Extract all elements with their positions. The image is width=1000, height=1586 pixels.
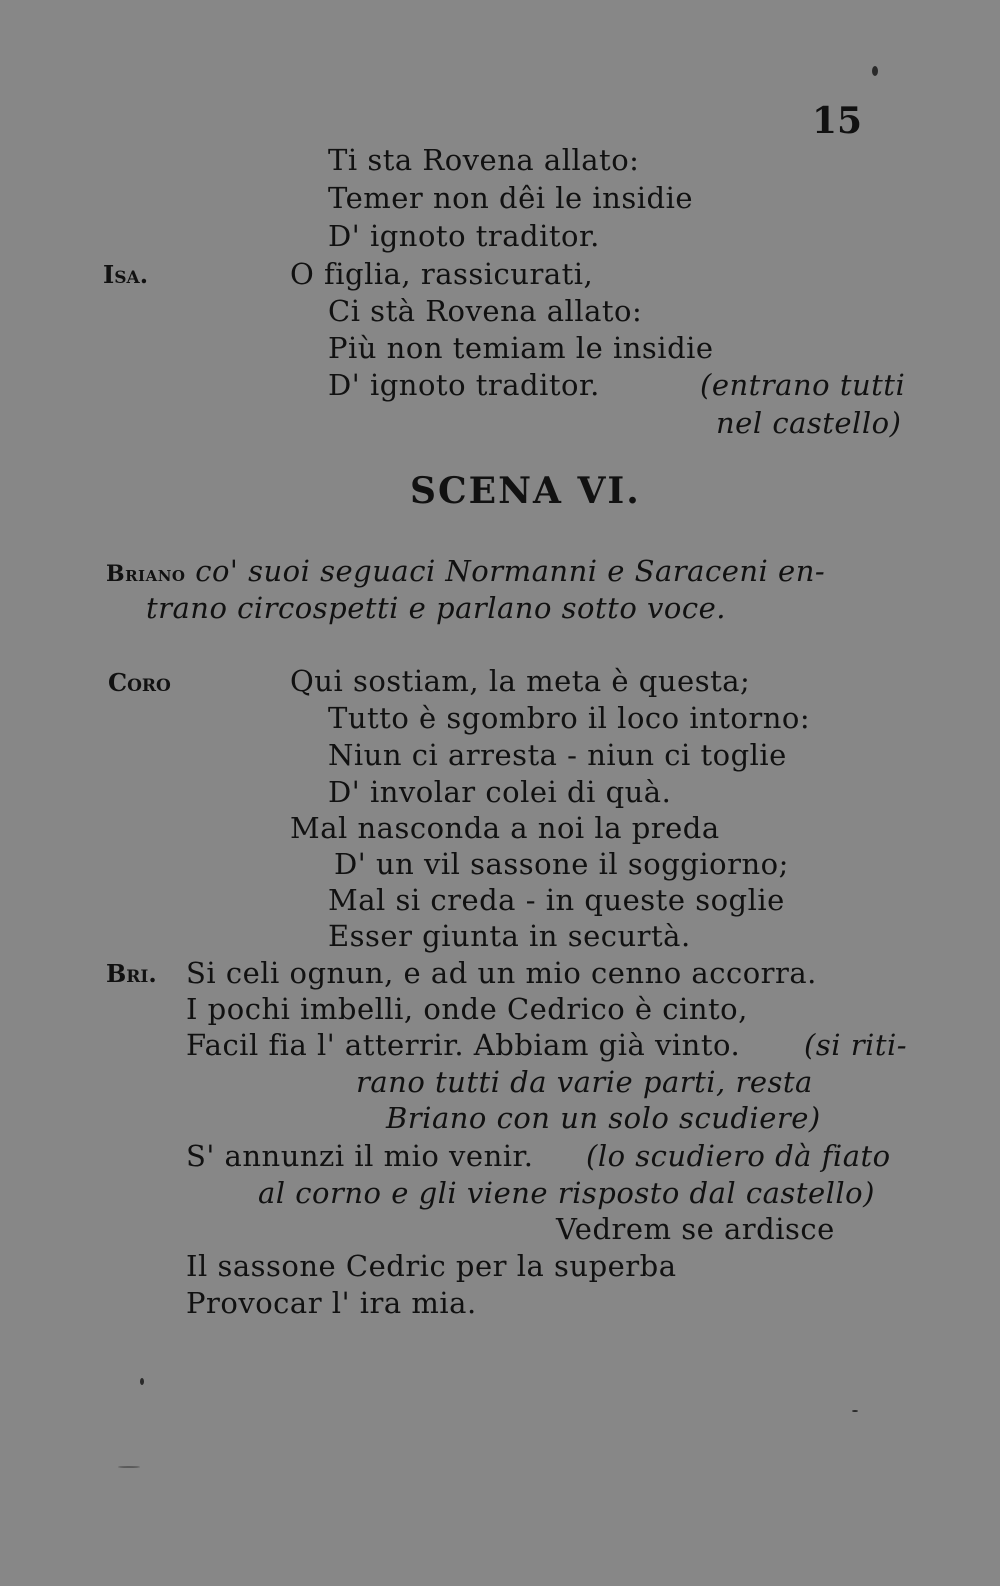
verse-line: S' annunzi il mio venir. <box>186 1139 534 1173</box>
verse-line: Mal si creda - in queste soglie <box>328 883 785 917</box>
scene-title: SCENA VI. <box>410 470 641 512</box>
verse-line: Niun ci arresta - niun ci toglie <box>328 738 787 772</box>
verse-line: D' ignoto traditor. <box>328 219 600 253</box>
scene-intro-line <box>106 553 825 592</box>
page-number: 15 <box>812 100 863 142</box>
scan-speck <box>872 66 878 76</box>
scene-intro-text: co' suoi seguaci Normanni e Saraceni en- <box>195 554 826 588</box>
verse-line: Facil fia l' atterrir. Abbiam già vinto. <box>186 1028 741 1062</box>
verse-line: Temer non dêi le insidie <box>328 181 694 215</box>
speaker-label-isa: Isa. <box>103 260 149 289</box>
verse-line: Si celi ognun, e ad un mio cenno accorra. <box>186 956 817 990</box>
stage-direction: al corno e gli viene risposto dal castello) <box>258 1176 875 1210</box>
scan-speck <box>852 1410 858 1412</box>
stage-direction: nel castello) <box>716 406 902 440</box>
verse-line: D' un vil sassone il soggiorno; <box>334 847 789 881</box>
verse-line: Mal nasconda a noi la preda <box>290 811 720 845</box>
verse-line: I pochi imbelli, onde Cedrico è cinto, <box>186 992 748 1026</box>
verse-line: Provocar l' ira mia. <box>186 1286 477 1320</box>
speaker-label-bri: Bri. <box>106 959 157 988</box>
scene-intro-line: trano circospetti e parlano sotto voce. <box>146 591 726 625</box>
verse-line: O figlia, rassicurati, <box>290 257 594 291</box>
verse-line: Il sassone Cedric per la superba <box>186 1249 677 1283</box>
scan-speck <box>118 1466 140 1468</box>
speaker-label-coro: Coro <box>108 668 171 697</box>
verse-line: D' ignoto traditor. <box>328 368 600 402</box>
stage-direction: Briano con un solo scudiere) <box>386 1101 821 1135</box>
verse-line: Vedrem se ardisce <box>556 1212 835 1246</box>
stage-direction: (entrano tutti <box>700 368 906 402</box>
scan-speck <box>140 1378 144 1385</box>
character-name: Briano <box>106 561 186 587</box>
verse-line: Più non temiam le insidie <box>328 331 714 365</box>
stage-direction: rano tutti da varie parti, resta <box>356 1065 813 1099</box>
verse-line: Qui sostiam, la meta è questa; <box>290 664 751 698</box>
verse-line: Esser giunta in securtà. <box>328 919 691 953</box>
verse-line: Ci stà Rovena allato: <box>328 294 643 328</box>
verse-line: Ti sta Rovena allato: <box>328 143 640 177</box>
stage-direction: (si riti- <box>804 1028 908 1062</box>
verse-line: Tutto è sgombro il loco intorno: <box>328 701 811 735</box>
stage-direction: (lo scudiero dà fiato <box>586 1139 891 1173</box>
verse-line: D' involar colei di quà. <box>328 775 672 809</box>
